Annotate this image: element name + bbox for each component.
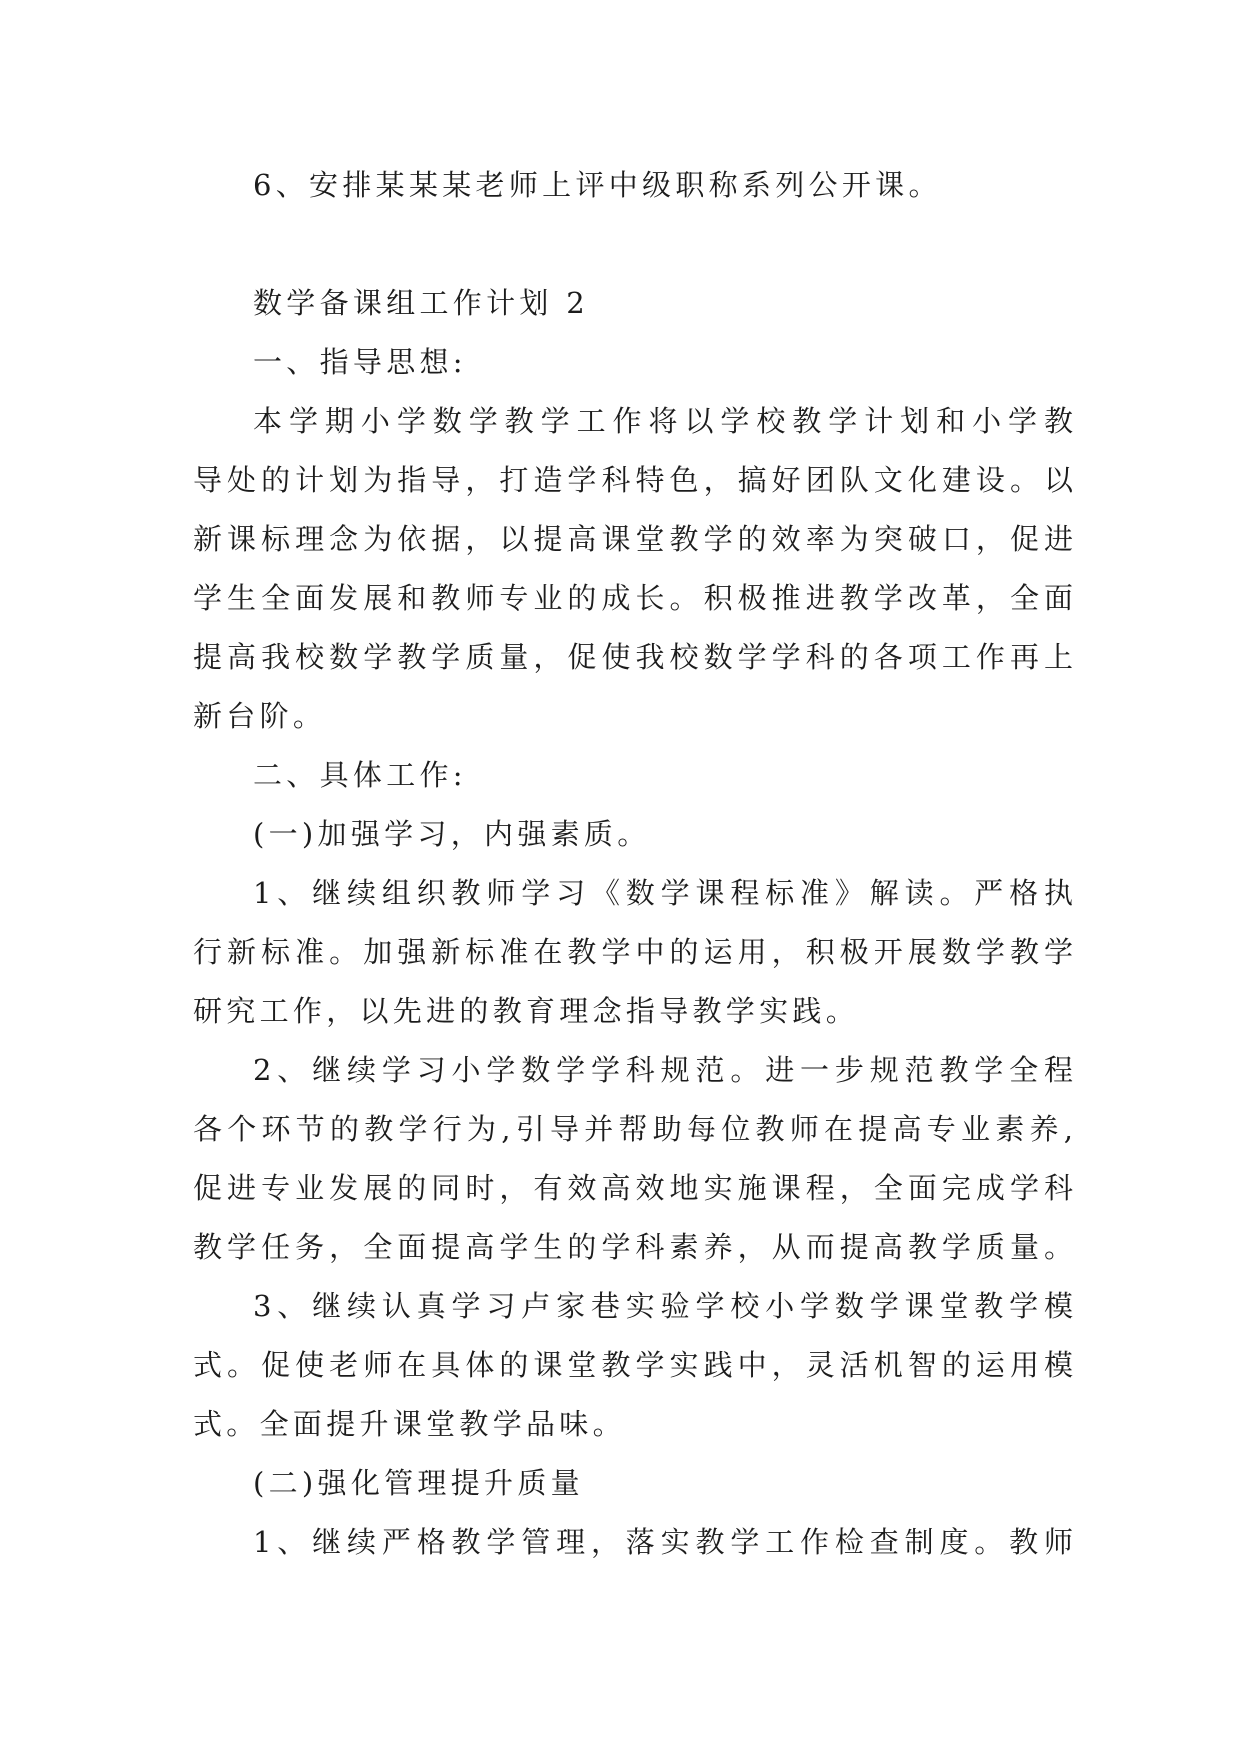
section-heading: 一、指导思想: <box>253 345 467 379</box>
text-line: 3、继续认真学习卢家巷实验学校小学数学课堂教学模 <box>253 1289 1073 1323</box>
text-line: 本学期小学数学教学工作将以学校教学计划和小学教 <box>253 404 1073 438</box>
text-line: 1、继续严格教学管理，落实教学工作检查制度。教师 <box>253 1525 1073 1559</box>
text-line: 促进专业发展的同时，有效高效地实施课程，全面完成学科 <box>193 1171 1073 1205</box>
subsection-heading: (二)强化管理提升质量 <box>253 1466 584 1500</box>
text-line: 学生全面发展和教师专业的成长。积极推进教学改革，全面 <box>193 581 1073 615</box>
text-line: 新台阶。 <box>193 699 327 733</box>
section-heading: 二、具体工作: <box>253 758 467 792</box>
text-line: 教学任务，全面提高学生的学科素养，从而提高教学质量。 <box>193 1230 1073 1264</box>
text-line: 各个环节的教学行为,引导并帮助每位教师在提高专业素养, <box>193 1112 1073 1146</box>
section-title: 数学备课组工作计划 2 <box>253 286 589 320</box>
text-line: 2、继续学习小学数学学科规范。进一步规范教学全程 <box>253 1053 1073 1087</box>
text-line: 研究工作，以先进的教育理念指导教学实践。 <box>193 994 860 1028</box>
text-line: 6、安排某某某老师上评中级职称系列公开课。 <box>253 168 942 202</box>
text-line: 行新标准。加强新标准在教学中的运用，积极开展数学教学 <box>193 935 1073 969</box>
text-line: 新课标理念为依据，以提高课堂教学的效率为突破口，促进 <box>193 522 1073 556</box>
text-line: 1、继续组织教师学习《数学课程标准》解读。严格执 <box>253 876 1073 910</box>
text-line: 导处的计划为指导，打造学科特色，搞好团队文化建设。以 <box>193 463 1073 497</box>
text-line: 提高我校数学教学质量，促使我校数学学科的各项工作再上 <box>193 640 1073 674</box>
subsection-heading: (一)加强学习，内强素质。 <box>253 817 651 851</box>
text-line: 式。全面提升课堂教学品味。 <box>193 1407 626 1441</box>
text-line: 式。促使老师在具体的课堂教学实践中，灵活机智的运用模 <box>193 1348 1073 1382</box>
